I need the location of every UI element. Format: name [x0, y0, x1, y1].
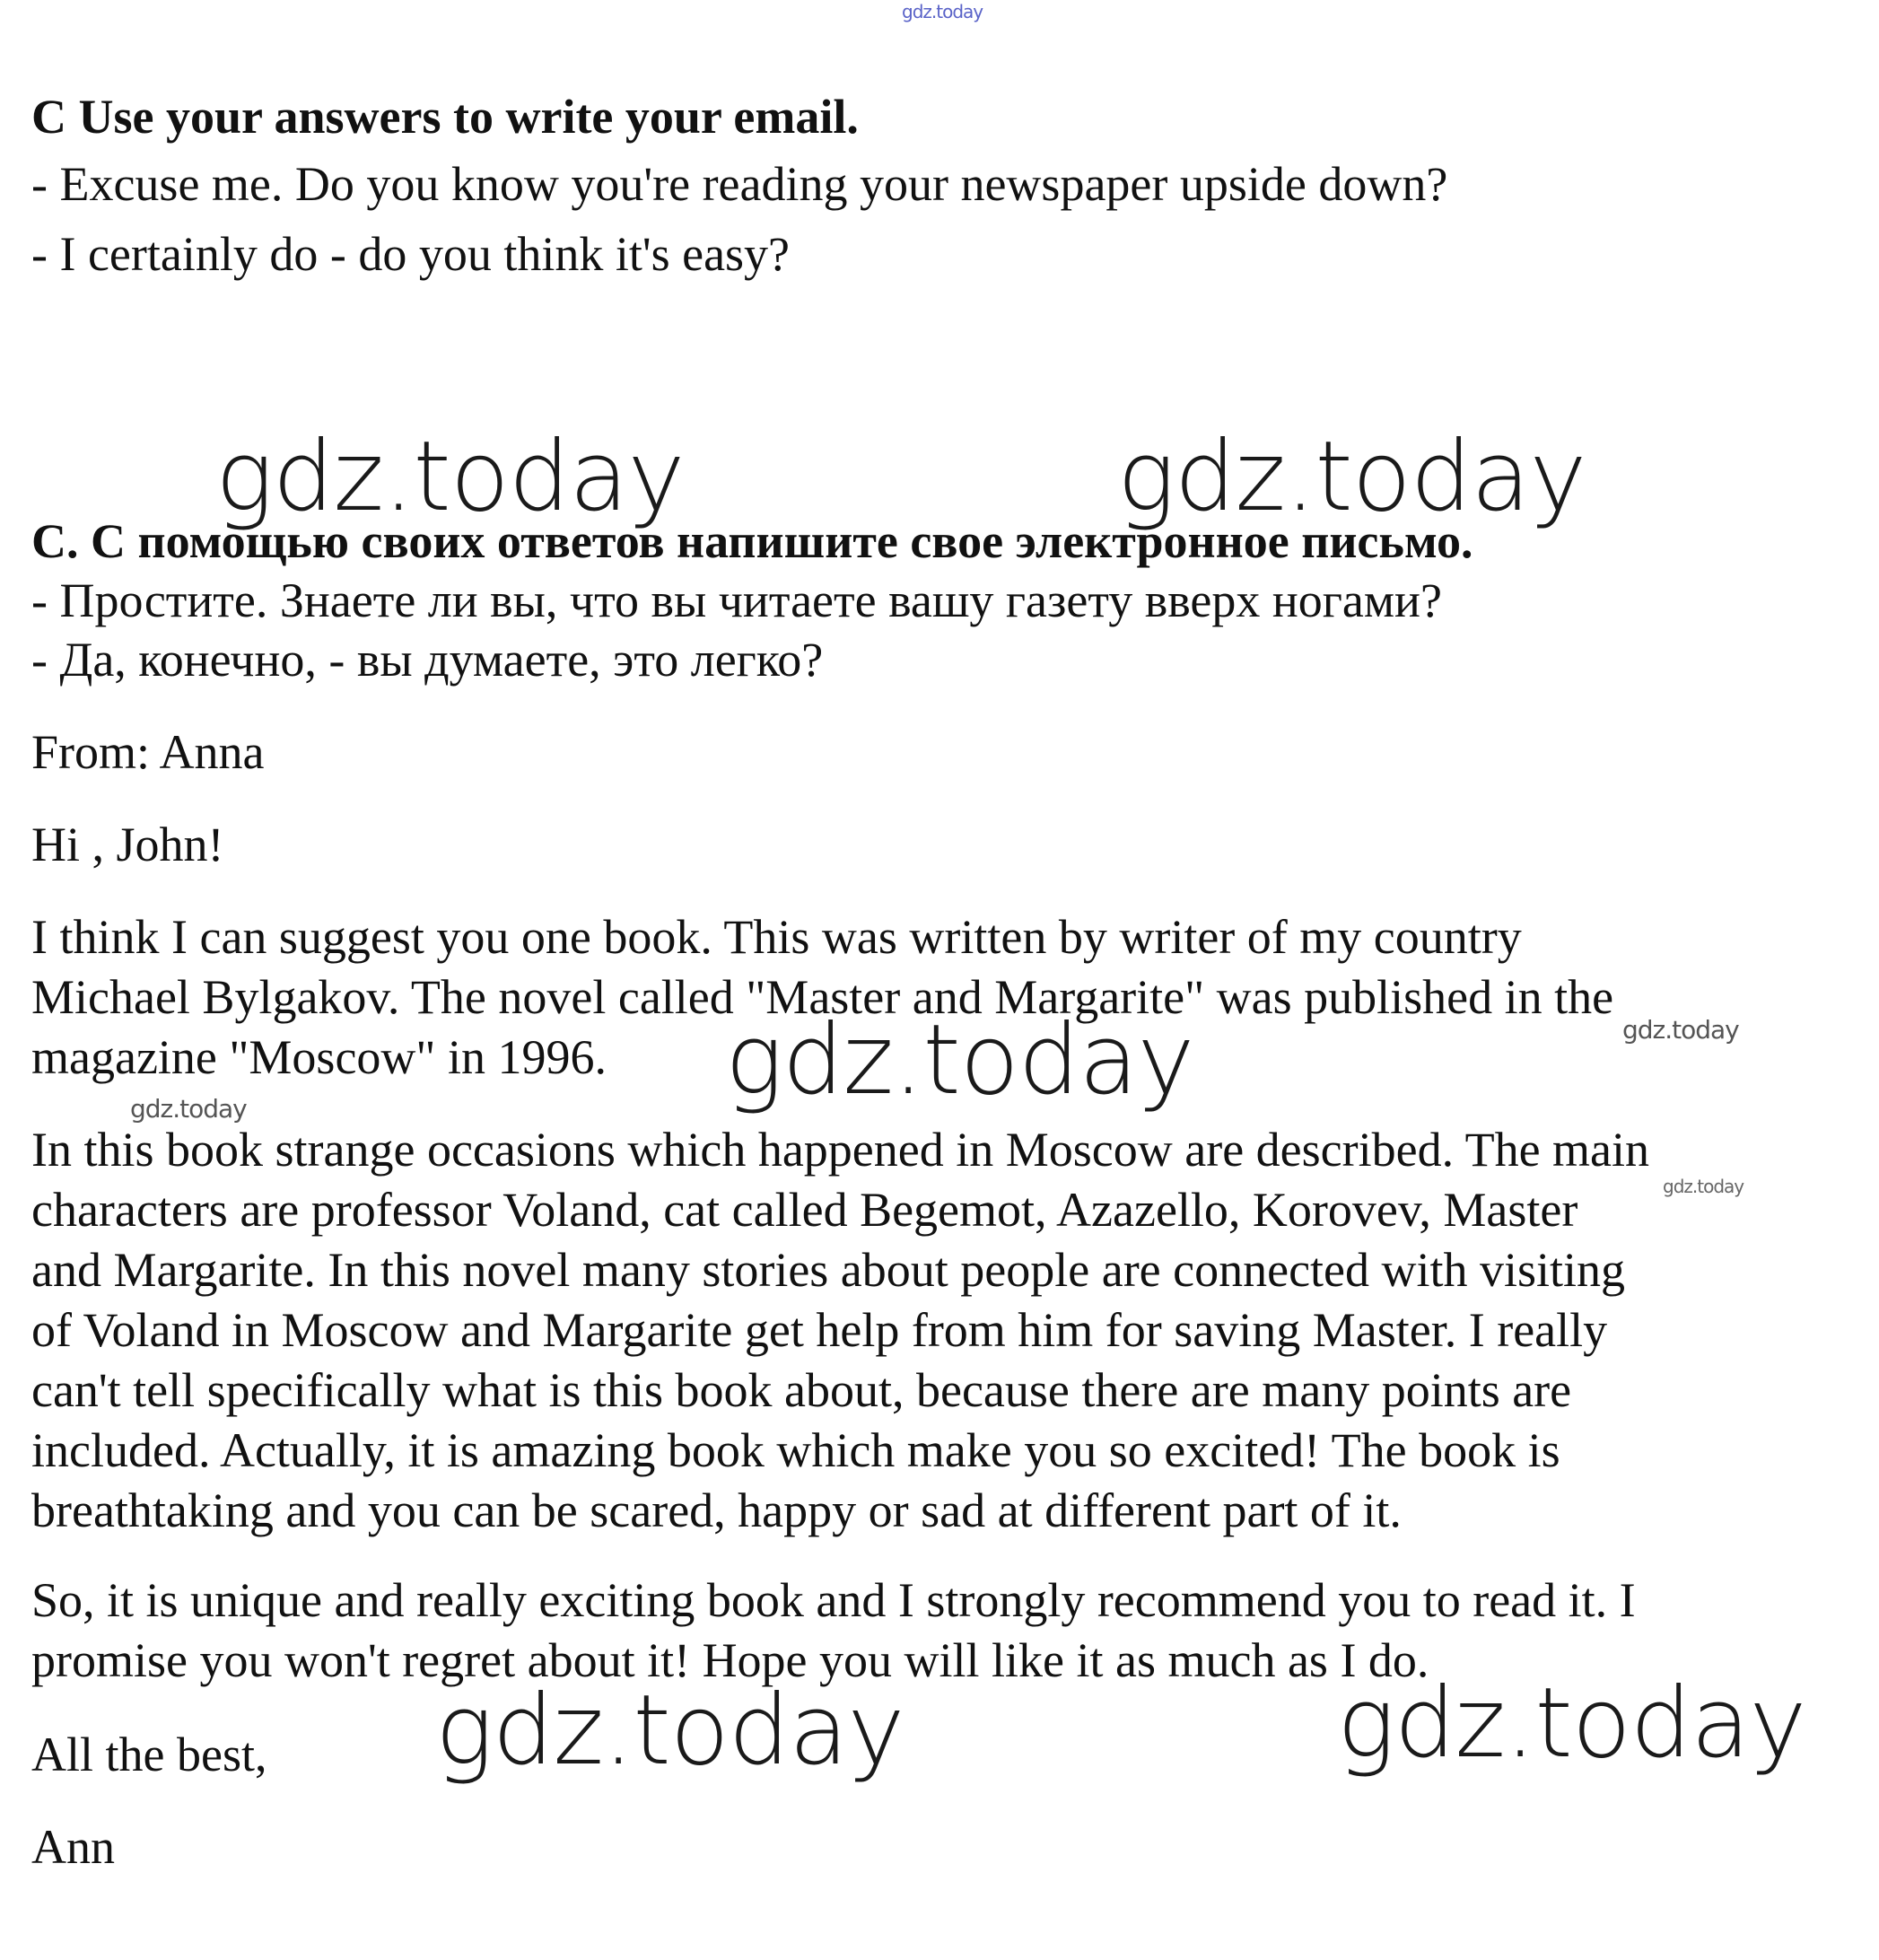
email-paragraph-1: I think I can suggest you one book. This was written by writer of my country Michael Bylgakov. The novel called "Master and Margarite" was published in the magazine "Moscow" in 1996.: [31, 910, 1614, 1084]
russian-dialogue-line-2: - Да, конечно, - вы думаете, это легко?: [31, 633, 824, 687]
watermark-small-1: gdz.today: [1622, 1015, 1739, 1045]
email-closing: All the best,: [31, 1728, 267, 1781]
email-from: From: Anna: [31, 725, 265, 779]
watermark-large-2: gdz.today: [1117, 421, 1586, 533]
russian-dialogue-line-1: - Простите. Знаете ли вы, что вы читаете вашу газету вверх ногами?: [31, 573, 1442, 627]
email-paragraph-3: So, it is unique and really exciting book and I strongly recommend you to read it. I promise you won't regret about it! Hope you will like it as much as I do.: [31, 1573, 1636, 1687]
watermark-large-4: gdz.today: [435, 1675, 905, 1787]
watermark-large-3: gdz.today: [725, 1004, 1194, 1116]
watermark-small-2: gdz.today: [130, 1094, 247, 1124]
russian-heading: С. С помощью своих ответов напишите свое электронное письмо.: [31, 514, 1473, 568]
english-dialogue-line-2: - I certainly do - do you think it's easy?: [31, 227, 791, 281]
email-paragraph-2: In this book strange occasions which happened in Moscow are described. The main characters are professor Voland, cat called Begemot, Azazello, Korovev, Master and Margarite. In this novel many stories about people are connected with visiting of Voland in Moscow and Margarite get help from him for saving Master. I really can't tell specifically what is this book about, because there are many points are included. Actually, it is amazing book which make you so excited! The book is breathtaking and you can be scared, happy or sad at different part of it.: [31, 1123, 1650, 1537]
watermark-top: gdz.today: [902, 1, 983, 22]
watermark-large-5: gdz.today: [1337, 1667, 1806, 1780]
english-dialogue-line-1: - Excuse me. Do you know you're reading your newspaper upside down?: [31, 157, 1448, 211]
watermark-tiny-1: gdz.today: [1663, 1176, 1744, 1197]
watermark-large-1: gdz.today: [215, 421, 685, 533]
english-heading: C Use your answers to write your email.: [31, 90, 859, 144]
email-signature: Ann: [31, 1820, 115, 1874]
email-greeting: Hi , John!: [31, 818, 224, 871]
